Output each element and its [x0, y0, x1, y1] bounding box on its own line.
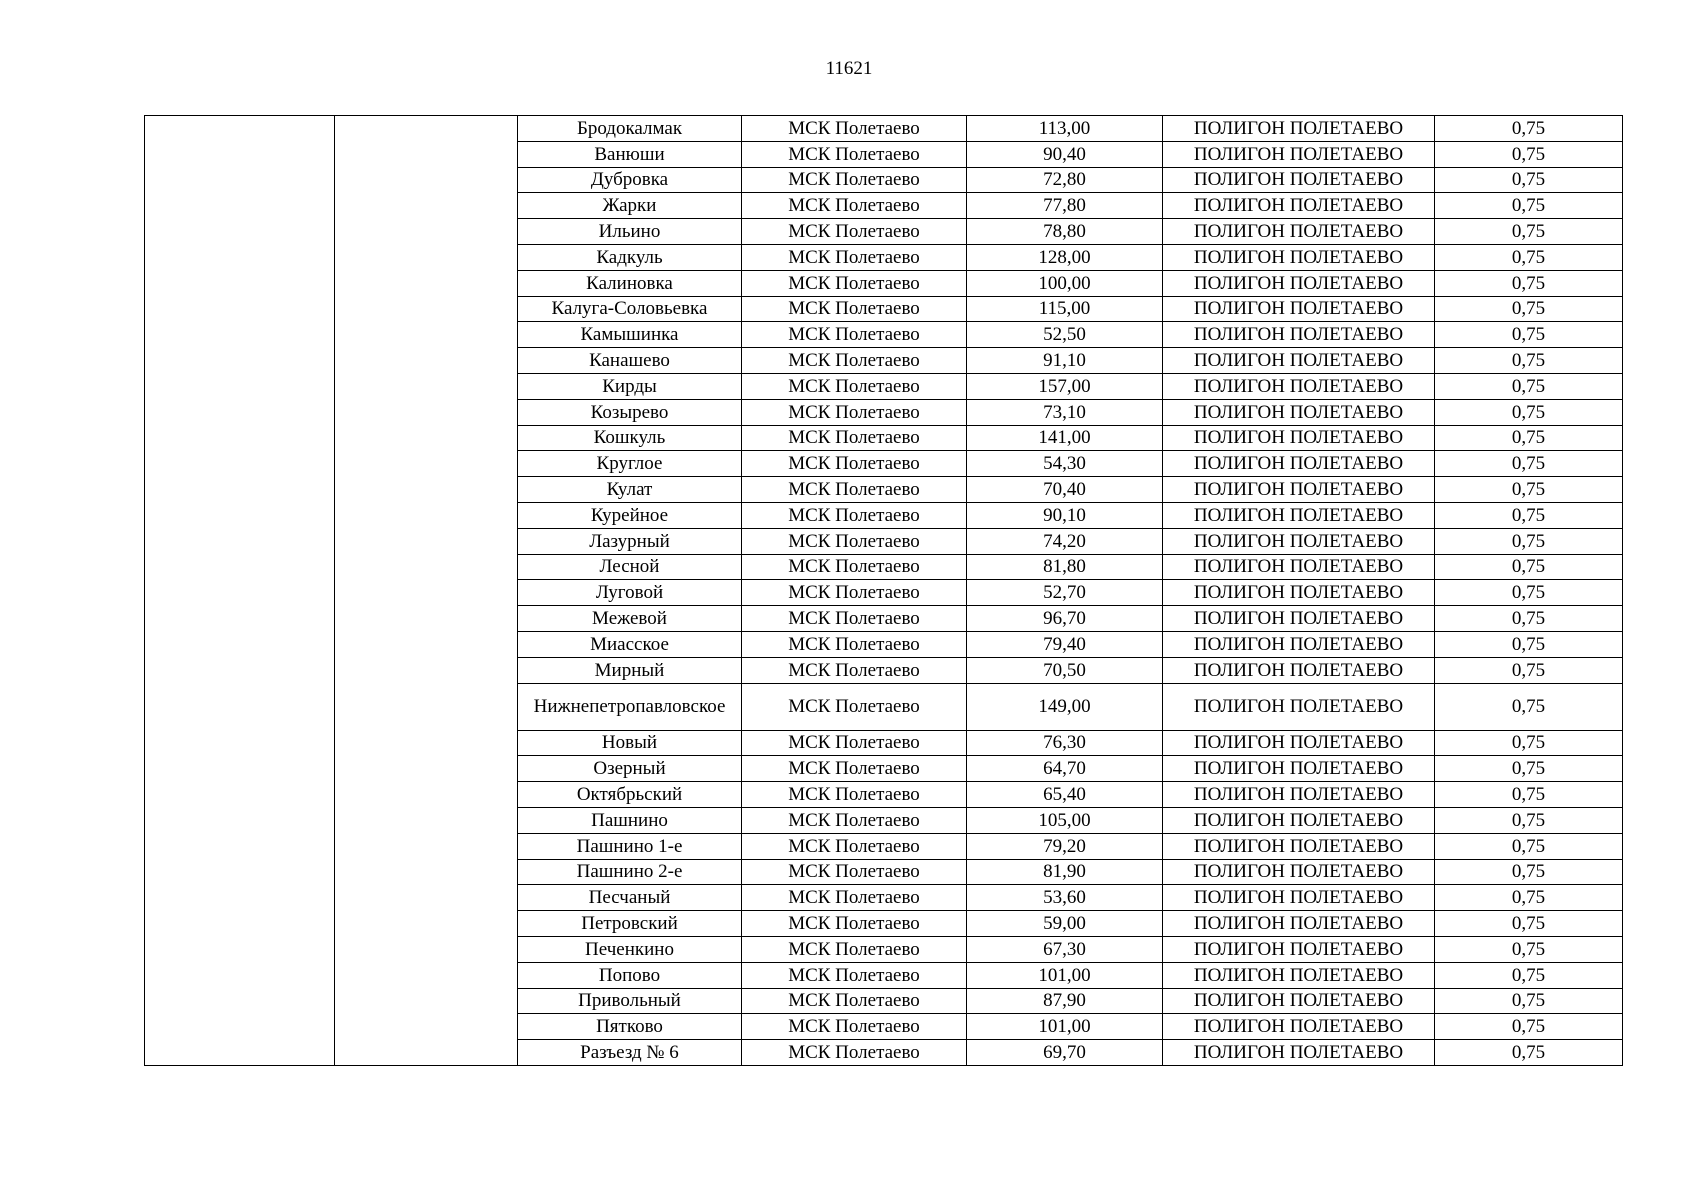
- distance-cell: 128,00: [967, 244, 1163, 270]
- settlement-cell: Межевой: [518, 606, 742, 632]
- origin-cell: МСК Полетаево: [742, 631, 967, 657]
- coefficient-cell: 0,75: [1435, 657, 1623, 683]
- distance-cell: 141,00: [967, 425, 1163, 451]
- distance-cell: 64,70: [967, 756, 1163, 782]
- distance-cell: 65,40: [967, 782, 1163, 808]
- origin-cell: МСК Полетаево: [742, 833, 967, 859]
- origin-cell: МСК Полетаево: [742, 657, 967, 683]
- settlement-cell: Пашнино: [518, 807, 742, 833]
- settlement-cell: Пашнино 2-е: [518, 859, 742, 885]
- origin-cell: МСК Полетаево: [742, 167, 967, 193]
- settlement-cell: Кирды: [518, 373, 742, 399]
- coefficient-cell: 0,75: [1435, 911, 1623, 937]
- coefficient-cell: 0,75: [1435, 730, 1623, 756]
- settlement-cell: Печенкино: [518, 936, 742, 962]
- settlement-cell: Кадкуль: [518, 244, 742, 270]
- settlement-cell: Лазурный: [518, 528, 742, 554]
- coefficient-cell: 0,75: [1435, 554, 1623, 580]
- destination-cell: ПОЛИГОН ПОЛЕТАЕВО: [1163, 1014, 1435, 1040]
- settlement-cell: Калиновка: [518, 270, 742, 296]
- coefficient-cell: 0,75: [1435, 141, 1623, 167]
- destination-cell: ПОЛИГОН ПОЛЕТАЕВО: [1163, 348, 1435, 374]
- destination-cell: ПОЛИГОН ПОЛЕТАЕВО: [1163, 988, 1435, 1014]
- coefficient-cell: 0,75: [1435, 167, 1623, 193]
- distance-cell: 81,80: [967, 554, 1163, 580]
- coefficient-cell: 0,75: [1435, 373, 1623, 399]
- coefficient-cell: 0,75: [1435, 425, 1623, 451]
- destination-cell: ПОЛИГОН ПОЛЕТАЕВО: [1163, 1040, 1435, 1066]
- origin-cell: МСК Полетаево: [742, 911, 967, 937]
- origin-cell: МСК Полетаево: [742, 580, 967, 606]
- origin-cell: МСК Полетаево: [742, 683, 967, 730]
- coefficient-cell: 0,75: [1435, 936, 1623, 962]
- settlement-cell: Озерный: [518, 756, 742, 782]
- settlement-cell: Кошкуль: [518, 425, 742, 451]
- distance-cell: 105,00: [967, 807, 1163, 833]
- coefficient-cell: 0,75: [1435, 219, 1623, 245]
- settlement-cell: Луговой: [518, 580, 742, 606]
- page-number: 11621: [825, 58, 873, 79]
- destination-cell: ПОЛИГОН ПОЛЕТАЕВО: [1163, 554, 1435, 580]
- distance-cell: 72,80: [967, 167, 1163, 193]
- destination-cell: ПОЛИГОН ПОЛЕТАЕВО: [1163, 219, 1435, 245]
- settlement-cell: Канашево: [518, 348, 742, 374]
- distance-cell: 101,00: [967, 962, 1163, 988]
- settlement-cell: Мирный: [518, 657, 742, 683]
- destination-cell: ПОЛИГОН ПОЛЕТАЕВО: [1163, 322, 1435, 348]
- coefficient-cell: 0,75: [1435, 528, 1623, 554]
- distance-cell: 96,70: [967, 606, 1163, 632]
- coefficient-cell: 0,75: [1435, 683, 1623, 730]
- settlement-cell: Пятково: [518, 1014, 742, 1040]
- blank-column-2: [335, 116, 518, 1066]
- destination-cell: ПОЛИГОН ПОЛЕТАЕВО: [1163, 296, 1435, 322]
- origin-cell: МСК Полетаево: [742, 756, 967, 782]
- coefficient-cell: 0,75: [1435, 833, 1623, 859]
- distance-cell: 157,00: [967, 373, 1163, 399]
- settlement-cell: Попово: [518, 962, 742, 988]
- settlement-cell: Ванюши: [518, 141, 742, 167]
- origin-cell: МСК Полетаево: [742, 962, 967, 988]
- coefficient-cell: 0,75: [1435, 1040, 1623, 1066]
- distance-cell: 149,00: [967, 683, 1163, 730]
- coefficient-cell: 0,75: [1435, 962, 1623, 988]
- origin-cell: МСК Полетаево: [742, 988, 967, 1014]
- destination-cell: ПОЛИГОН ПОЛЕТАЕВО: [1163, 833, 1435, 859]
- distance-cell: 67,30: [967, 936, 1163, 962]
- settlement-cell: Песчаный: [518, 885, 742, 911]
- distance-cell: 115,00: [967, 296, 1163, 322]
- destination-cell: ПОЛИГОН ПОЛЕТАЕВО: [1163, 859, 1435, 885]
- settlement-cell: Разъезд № 6: [518, 1040, 742, 1066]
- origin-cell: МСК Полетаево: [742, 451, 967, 477]
- origin-cell: МСК Полетаево: [742, 373, 967, 399]
- settlement-cell: Курейное: [518, 502, 742, 528]
- settlement-cell: Нижнепетропавловское: [518, 683, 742, 730]
- origin-cell: МСК Полетаево: [742, 1014, 967, 1040]
- distance-cell: 76,30: [967, 730, 1163, 756]
- destination-cell: ПОЛИГОН ПОЛЕТАЕВО: [1163, 244, 1435, 270]
- coefficient-cell: 0,75: [1435, 756, 1623, 782]
- coefficient-cell: 0,75: [1435, 1014, 1623, 1040]
- routes-table: [144, 115, 1623, 1066]
- destination-cell: ПОЛИГОН ПОЛЕТАЕВО: [1163, 167, 1435, 193]
- distance-cell: 79,40: [967, 631, 1163, 657]
- settlement-cell: Ильино: [518, 219, 742, 245]
- origin-cell: МСК Полетаево: [742, 502, 967, 528]
- settlement-cell: Калуга-Соловьевка: [518, 296, 742, 322]
- distance-cell: 52,70: [967, 580, 1163, 606]
- destination-cell: ПОЛИГОН ПОЛЕТАЕВО: [1163, 373, 1435, 399]
- distance-cell: 54,30: [967, 451, 1163, 477]
- destination-cell: ПОЛИГОН ПОЛЕТАЕВО: [1163, 807, 1435, 833]
- destination-cell: ПОЛИГОН ПОЛЕТАЕВО: [1163, 580, 1435, 606]
- origin-cell: МСК Полетаево: [742, 296, 967, 322]
- destination-cell: ПОЛИГОН ПОЛЕТАЕВО: [1163, 782, 1435, 808]
- settlement-cell: Миасское: [518, 631, 742, 657]
- destination-cell: ПОЛИГОН ПОЛЕТАЕВО: [1163, 116, 1435, 142]
- coefficient-cell: 0,75: [1435, 451, 1623, 477]
- origin-cell: МСК Полетаево: [742, 730, 967, 756]
- coefficient-cell: 0,75: [1435, 399, 1623, 425]
- destination-cell: ПОЛИГОН ПОЛЕТАЕВО: [1163, 502, 1435, 528]
- distance-cell: 77,80: [967, 193, 1163, 219]
- destination-cell: ПОЛИГОН ПОЛЕТАЕВО: [1163, 451, 1435, 477]
- settlement-cell: Лесной: [518, 554, 742, 580]
- coefficient-cell: 0,75: [1435, 270, 1623, 296]
- destination-cell: ПОЛИГОН ПОЛЕТАЕВО: [1163, 756, 1435, 782]
- distance-cell: 79,20: [967, 833, 1163, 859]
- coefficient-cell: 0,75: [1435, 606, 1623, 632]
- settlement-cell: Петровский: [518, 911, 742, 937]
- settlement-cell: Пашнино 1-е: [518, 833, 742, 859]
- distance-cell: 101,00: [967, 1014, 1163, 1040]
- coefficient-cell: 0,75: [1435, 580, 1623, 606]
- distance-cell: 70,40: [967, 477, 1163, 503]
- destination-cell: ПОЛИГОН ПОЛЕТАЕВО: [1163, 631, 1435, 657]
- distance-cell: 90,10: [967, 502, 1163, 528]
- origin-cell: МСК Полетаево: [742, 322, 967, 348]
- distance-cell: 73,10: [967, 399, 1163, 425]
- destination-cell: ПОЛИГОН ПОЛЕТАЕВО: [1163, 885, 1435, 911]
- destination-cell: ПОЛИГОН ПОЛЕТАЕВО: [1163, 657, 1435, 683]
- destination-cell: ПОЛИГОН ПОЛЕТАЕВО: [1163, 730, 1435, 756]
- settlement-cell: Козырево: [518, 399, 742, 425]
- origin-cell: МСК Полетаево: [742, 1040, 967, 1066]
- coefficient-cell: 0,75: [1435, 782, 1623, 808]
- origin-cell: МСК Полетаево: [742, 885, 967, 911]
- blank-column-1: [145, 116, 335, 1066]
- destination-cell: ПОЛИГОН ПОЛЕТАЕВО: [1163, 477, 1435, 503]
- destination-cell: ПОЛИГОН ПОЛЕТАЕВО: [1163, 141, 1435, 167]
- destination-cell: ПОЛИГОН ПОЛЕТАЕВО: [1163, 528, 1435, 554]
- origin-cell: МСК Полетаево: [742, 116, 967, 142]
- origin-cell: МСК Полетаево: [742, 782, 967, 808]
- table-body: [145, 116, 1623, 1066]
- settlement-cell: Жарки: [518, 193, 742, 219]
- coefficient-cell: 0,75: [1435, 807, 1623, 833]
- origin-cell: МСК Полетаево: [742, 244, 967, 270]
- coefficient-cell: 0,75: [1435, 348, 1623, 374]
- destination-cell: ПОЛИГОН ПОЛЕТАЕВО: [1163, 683, 1435, 730]
- origin-cell: МСК Полетаево: [742, 859, 967, 885]
- distance-cell: 90,40: [967, 141, 1163, 167]
- destination-cell: ПОЛИГОН ПОЛЕТАЕВО: [1163, 606, 1435, 632]
- destination-cell: ПОЛИГОН ПОЛЕТАЕВО: [1163, 399, 1435, 425]
- origin-cell: МСК Полетаево: [742, 606, 967, 632]
- coefficient-cell: 0,75: [1435, 631, 1623, 657]
- distance-cell: 100,00: [967, 270, 1163, 296]
- settlement-cell: Привольный: [518, 988, 742, 1014]
- distance-cell: 59,00: [967, 911, 1163, 937]
- origin-cell: МСК Полетаево: [742, 554, 967, 580]
- settlement-cell: Круглое: [518, 451, 742, 477]
- destination-cell: ПОЛИГОН ПОЛЕТАЕВО: [1163, 193, 1435, 219]
- distance-cell: 52,50: [967, 322, 1163, 348]
- distance-cell: 87,90: [967, 988, 1163, 1014]
- coefficient-cell: 0,75: [1435, 502, 1623, 528]
- coefficient-cell: 0,75: [1435, 988, 1623, 1014]
- table-row: [145, 116, 1623, 142]
- origin-cell: МСК Полетаево: [742, 399, 967, 425]
- origin-cell: МСК Полетаево: [742, 141, 967, 167]
- distance-cell: 70,50: [967, 657, 1163, 683]
- origin-cell: МСК Полетаево: [742, 477, 967, 503]
- settlement-cell: Новый: [518, 730, 742, 756]
- origin-cell: МСК Полетаево: [742, 348, 967, 374]
- settlement-cell: Дубровка: [518, 167, 742, 193]
- distance-cell: 78,80: [967, 219, 1163, 245]
- settlement-cell: Камышинка: [518, 322, 742, 348]
- coefficient-cell: 0,75: [1435, 885, 1623, 911]
- origin-cell: МСК Полетаево: [742, 807, 967, 833]
- destination-cell: ПОЛИГОН ПОЛЕТАЕВО: [1163, 270, 1435, 296]
- coefficient-cell: 0,75: [1435, 322, 1623, 348]
- coefficient-cell: 0,75: [1435, 477, 1623, 503]
- origin-cell: МСК Полетаево: [742, 936, 967, 962]
- destination-cell: ПОЛИГОН ПОЛЕТАЕВО: [1163, 425, 1435, 451]
- origin-cell: МСК Полетаево: [742, 528, 967, 554]
- coefficient-cell: 0,75: [1435, 116, 1623, 142]
- distance-cell: 53,60: [967, 885, 1163, 911]
- settlement-cell: Бродокалмак: [518, 116, 742, 142]
- destination-cell: ПОЛИГОН ПОЛЕТАЕВО: [1163, 936, 1435, 962]
- destination-cell: ПОЛИГОН ПОЛЕТАЕВО: [1163, 911, 1435, 937]
- coefficient-cell: 0,75: [1435, 859, 1623, 885]
- settlement-cell: Октябрьский: [518, 782, 742, 808]
- distance-cell: 81,90: [967, 859, 1163, 885]
- coefficient-cell: 0,75: [1435, 193, 1623, 219]
- distance-cell: 113,00: [967, 116, 1163, 142]
- origin-cell: МСК Полетаево: [742, 425, 967, 451]
- distance-cell: 69,70: [967, 1040, 1163, 1066]
- origin-cell: МСК Полетаево: [742, 219, 967, 245]
- coefficient-cell: 0,75: [1435, 244, 1623, 270]
- origin-cell: МСК Полетаево: [742, 270, 967, 296]
- distance-cell: 91,10: [967, 348, 1163, 374]
- settlement-cell: Кулат: [518, 477, 742, 503]
- origin-cell: МСК Полетаево: [742, 193, 967, 219]
- coefficient-cell: 0,75: [1435, 296, 1623, 322]
- distance-cell: 74,20: [967, 528, 1163, 554]
- destination-cell: ПОЛИГОН ПОЛЕТАЕВО: [1163, 962, 1435, 988]
